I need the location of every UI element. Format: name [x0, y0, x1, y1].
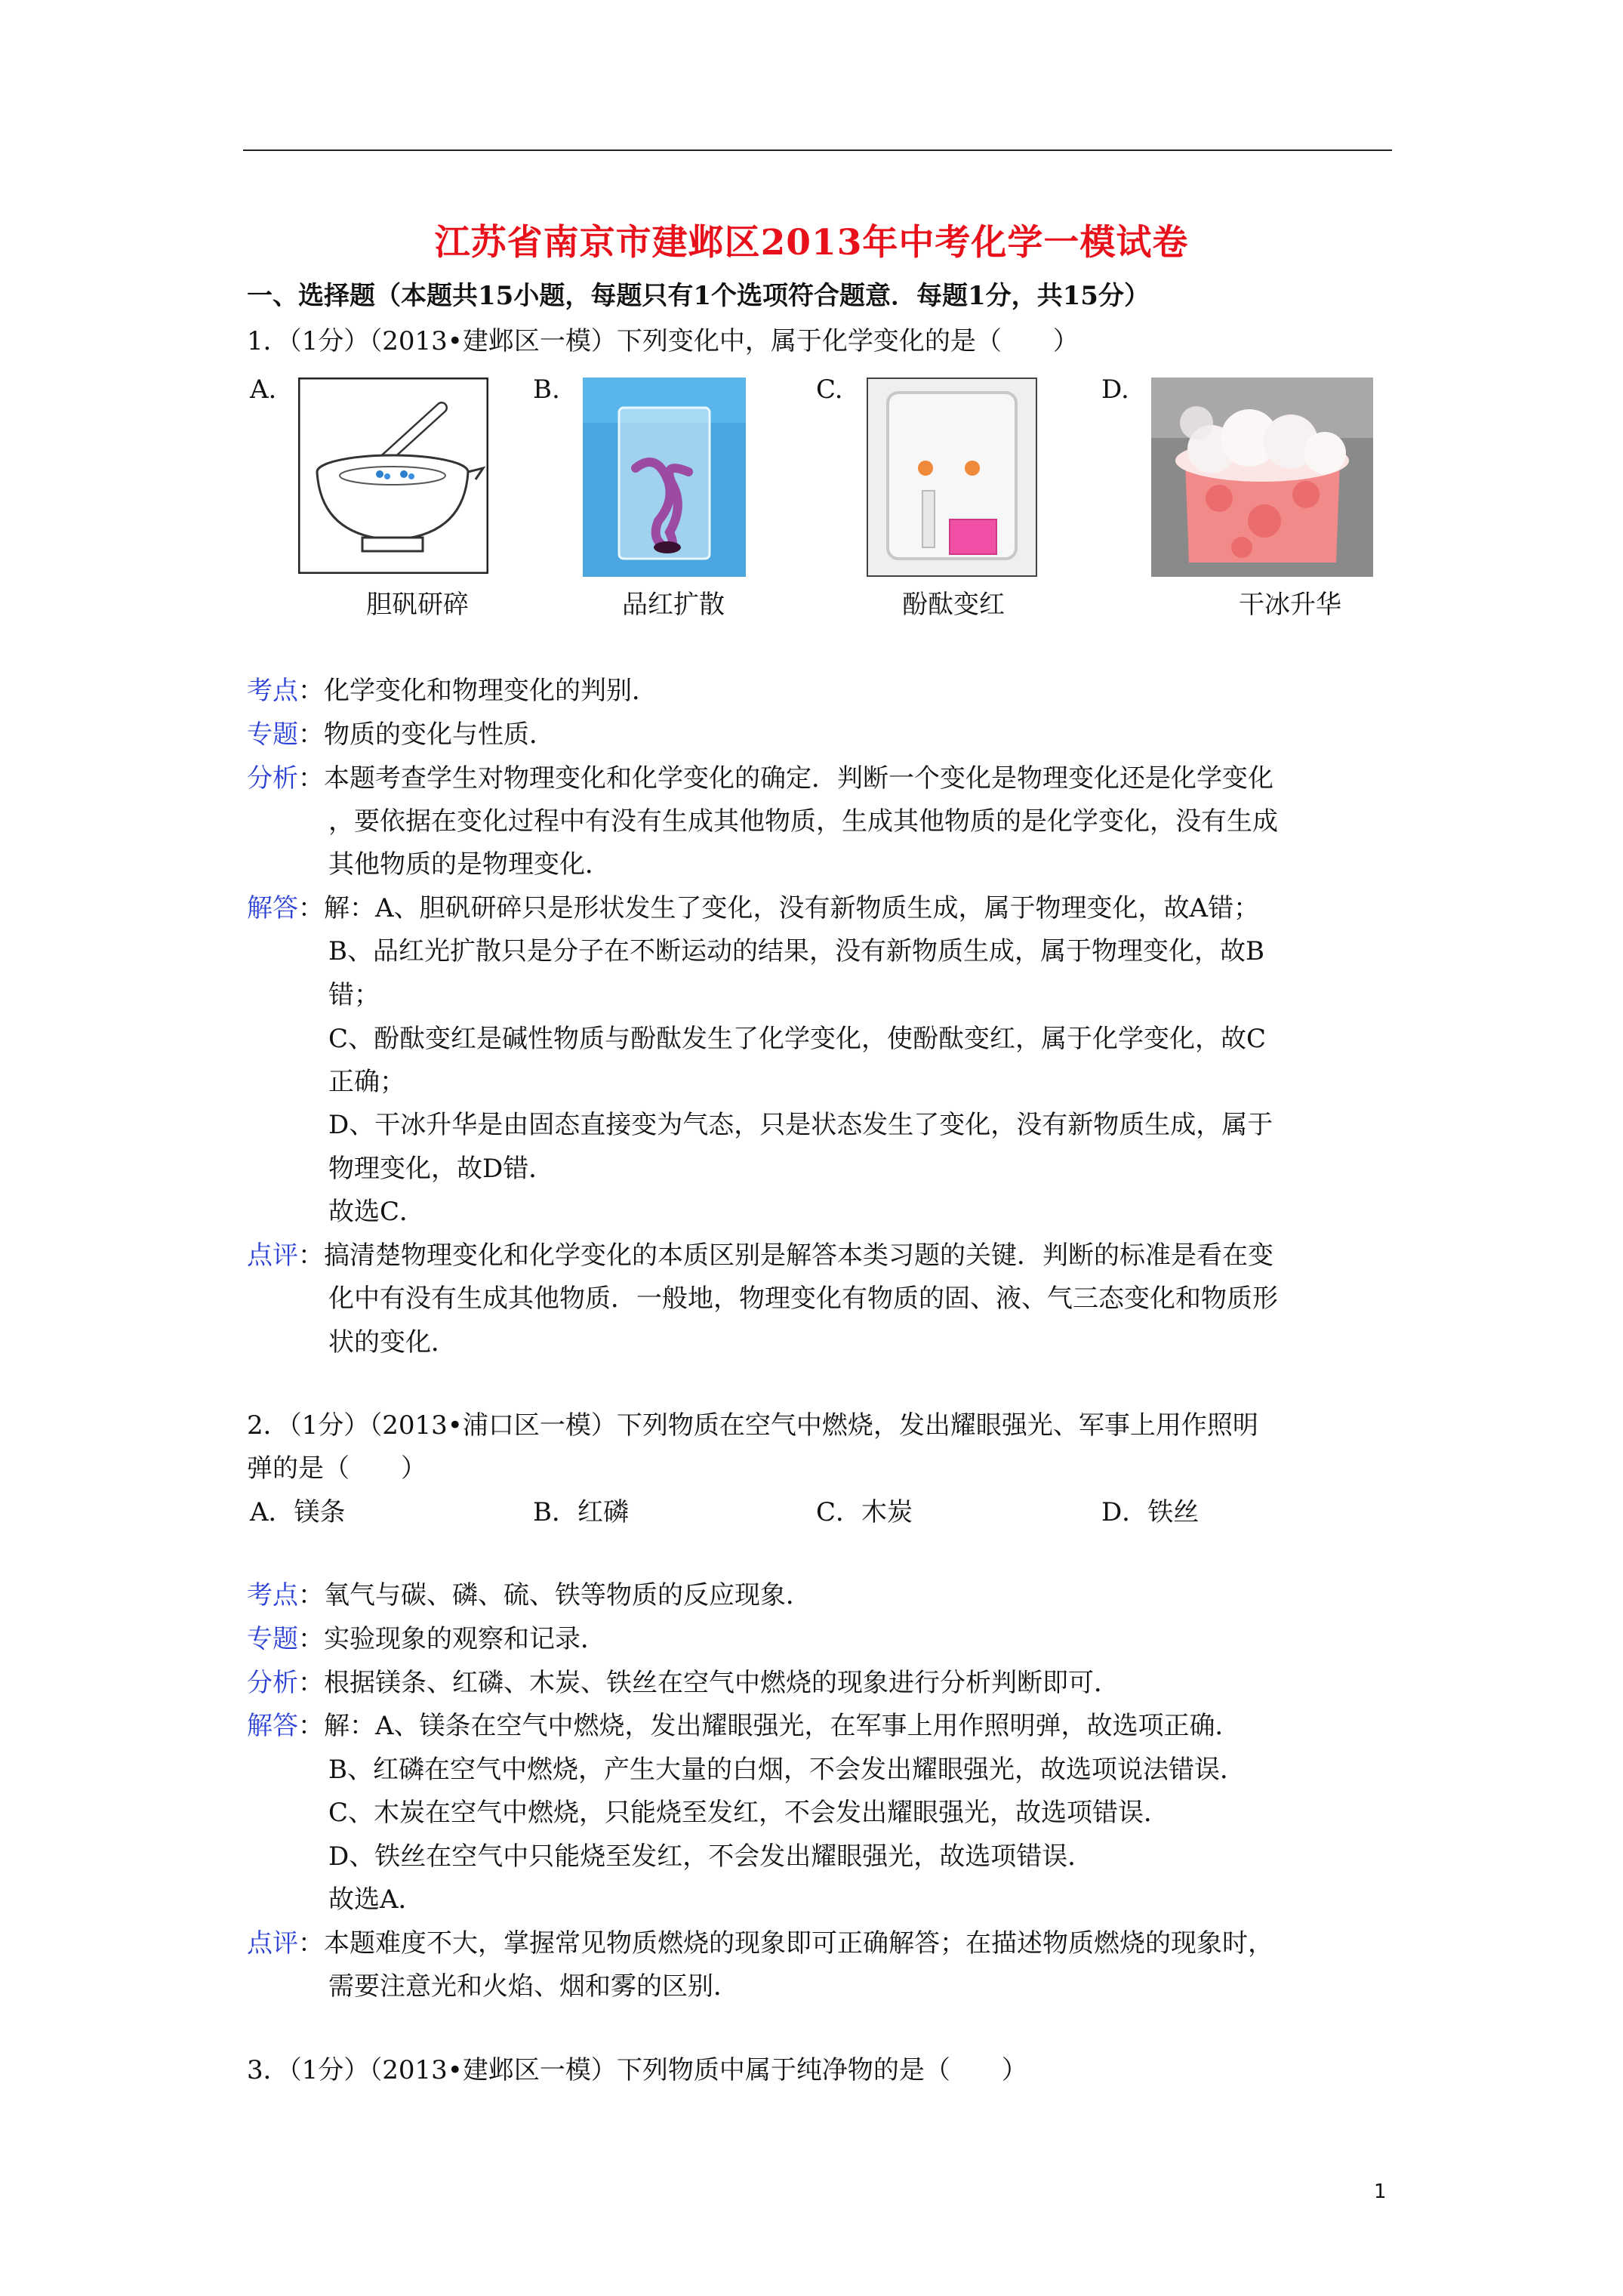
colon: ： [298, 1668, 324, 1698]
colon: ： [298, 1624, 324, 1654]
colon: ： [298, 1240, 324, 1271]
zhuanti-label: 专题 [247, 720, 298, 750]
q1-dianping-row [247, 1240, 1273, 1271]
q2-fenxi-row [247, 1668, 1119, 1698]
q3-stem: 3．（1分）（2013•建邺区一模）下列物质中属于纯净物的是（ ） [247, 2055, 1027, 2085]
header-rule [243, 149, 1392, 151]
q2-option-b: B．红磷 [533, 1497, 629, 1527]
dry-ice-image [1151, 378, 1373, 577]
q1-option-a-letter: A. [250, 374, 277, 405]
q1-jieda-line-3: 错； [328, 980, 380, 1010]
q2-dianping-line-1: 本题难度不大，掌握常见物质燃烧的现象即可正确解答；在描述物质燃烧的现象时， [324, 1928, 1273, 1959]
q1-jieda-line-4: C、酚酞变红是碱性物质与酚酞发生了化学变化，使酚酞变红，属于化学变化，故C [328, 1024, 1267, 1054]
q1-jieda-line-8: 故选C． [328, 1197, 426, 1227]
fenxi-label: 分析 [247, 1668, 298, 1698]
q1-jieda-line-7: 物理变化，故D错． [328, 1154, 555, 1184]
q1-caption-b: 品红扩散 [622, 590, 725, 620]
q1-jieda-line-6: D、干冰升华是由固态直接变为气态，只是状态发生了变化，没有新物质生成，属于 [328, 1110, 1273, 1140]
q1-dianping-line-1: 搞清楚物理变化和化学变化的本质区别是解答本类习题的关键．判断的标准是看在变 [324, 1240, 1273, 1271]
q1-dianping-line-2: 化中有没有生成其他物质．一般地，物理变化有物质的固、液、气三态变化和物质形 [328, 1284, 1278, 1314]
q1-kaodian-row [247, 676, 658, 706]
colon: ： [298, 1711, 324, 1741]
colon: ： [298, 1928, 324, 1959]
colon: ： [298, 763, 324, 794]
q2-jieda-line-1: 解：A、镁条在空气中燃烧，发出耀眼强光，在军事上用作照明弹，故选项正确． [324, 1711, 1241, 1741]
q1-jieda-line-5: 正确； [328, 1067, 405, 1097]
q1-jieda-row [247, 893, 1259, 923]
q1-caption-d: 干冰升华 [1239, 590, 1341, 620]
q1-caption-c: 酚酞变红 [902, 590, 1005, 620]
colon: ： [298, 720, 324, 750]
dianping-label: 点评 [247, 1240, 298, 1271]
q2-jieda-line-2: B、红磷在空气中燃烧，产生大量的白烟，不会发出耀眼强光，故选项说法错误． [328, 1755, 1246, 1785]
q1-dianping-line-3: 状的变化． [328, 1327, 457, 1358]
q2-zhuanti-text: 实验现象的观察和记录． [324, 1624, 606, 1654]
q1-fenxi-line-2: ，要依据在变化过程中有没有生成其他物质，生成其他物质的是化学变化，没有生成 [328, 806, 1278, 837]
q1-kaodian-text: 化学变化和物理变化的判别． [324, 676, 658, 706]
page-title: 江苏省南京市建邺区2013年中考化学一模试卷 [434, 222, 1189, 264]
q1-zhuanti-text: 物质的变化与性质． [324, 720, 555, 750]
phenolphthalein-beaker-image [867, 378, 1037, 577]
q2-jieda-line-4: D、铁丝在空气中只能烧至发红，不会发出耀眼强光，故选项错误． [328, 1841, 1094, 1872]
q2-option-c: C．木炭 [816, 1497, 913, 1527]
page-number: 1 [1374, 2180, 1387, 2203]
colon: ： [298, 1580, 324, 1610]
zhuanti-label: 专题 [247, 1624, 298, 1654]
q1-fenxi-line-3: 其他物质的是物理变化． [328, 849, 611, 880]
q2-stem-line-1: 2．（1分）（2013•浦口区一模）下列物质在空气中燃烧，发出耀眼强光、军事上用作照明 [247, 1410, 1258, 1441]
q1-caption-a: 胆矾研碎 [366, 590, 469, 620]
q1-jieda-line-1: 解：A、胆矾研碎只是形状发生了变化，没有新物质生成，属于物理变化，故A错； [324, 893, 1260, 923]
q2-option-a: A．镁条 [250, 1497, 346, 1527]
q1-option-c-letter: C. [816, 374, 843, 405]
q2-jieda-line-3: C、木炭在空气中燃烧，只能烧至发红，不会发出耀眼强光，故选项错误． [328, 1798, 1170, 1828]
colon: ： [298, 676, 324, 706]
kaodian-label: 考点 [247, 676, 298, 706]
q2-zhuanti-row [247, 1624, 606, 1654]
q1-jieda-line-2: B、品红光扩散只是分子在不断运动的结果，没有新物质生成，属于物理变化，故B [328, 936, 1264, 966]
fenxi-label: 分析 [247, 763, 298, 794]
q2-stem-line-2: 弹的是（ ） [247, 1453, 427, 1484]
q2-dianping-line-2: 需要注意光和火焰、烟和雾的区别． [328, 1971, 739, 2002]
section-header: 一、选择题（本题共15小题，每题只有1个选项符合题意．每题1分，共15分） [247, 281, 1150, 311]
kaodian-label: 考点 [247, 1580, 298, 1610]
q2-fenxi-text: 根据镁条、红磷、木炭、铁丝在空气中燃烧的现象进行分析判断即可． [324, 1668, 1119, 1698]
q1-stem: 1．（1分）（2013•建邺区一模）下列变化中，属于化学变化的是（ ） [247, 326, 1079, 356]
colon: ： [298, 893, 324, 923]
q2-jieda-line-5: 故选A． [328, 1885, 424, 1915]
q1-option-b-letter: B. [533, 374, 560, 405]
q2-jieda-row [247, 1711, 1241, 1741]
q2-kaodian-text: 氧气与碳、磷、硫、铁等物质的反应现象． [324, 1580, 812, 1610]
jieda-label: 解答 [247, 893, 298, 923]
q2-option-d: D．铁丝 [1101, 1497, 1200, 1527]
mortar-pestle-image [298, 378, 488, 574]
dianping-label: 点评 [247, 1928, 298, 1959]
q1-option-d-letter: D. [1101, 374, 1129, 405]
beaker-dye-image [583, 378, 746, 577]
q1-fenxi-line-1: 本题考查学生对物理变化和化学变化的确定．判断一个变化是物理变化还是化学变化 [324, 763, 1273, 794]
jieda-label: 解答 [247, 1711, 298, 1741]
q1-zhuanti-row [247, 720, 555, 750]
q1-fenxi-row [247, 763, 1273, 794]
q2-kaodian-row [247, 1580, 812, 1610]
q2-dianping-row [247, 1928, 1273, 1959]
